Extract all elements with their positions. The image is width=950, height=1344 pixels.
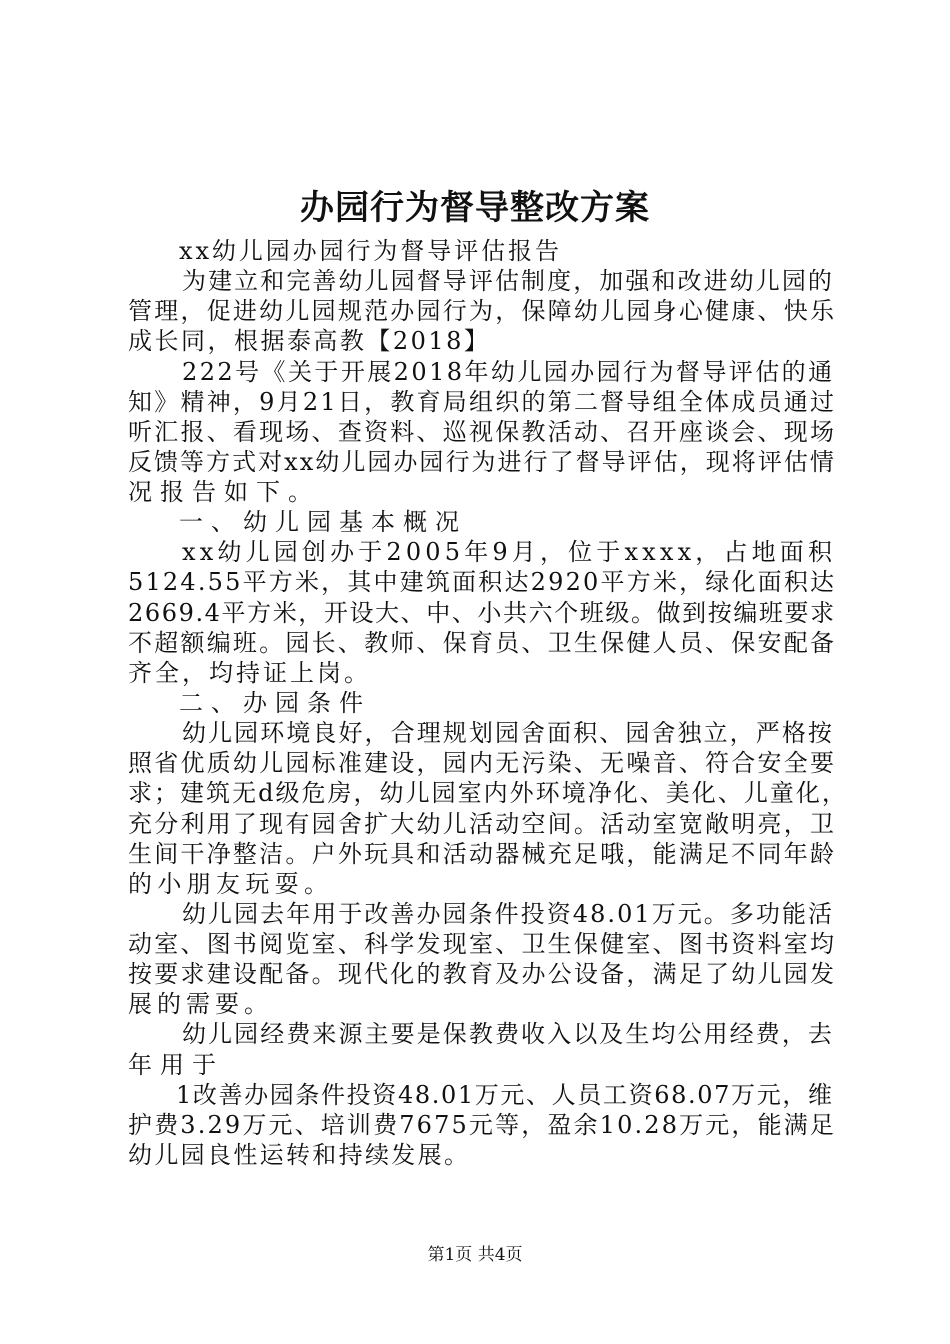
paragraph-line: 生间干净整洁。户外玩具和活动器械充足哦，能满足不同年龄 [128,840,837,868]
paragraph-line: 求；建筑无d级危房，幼儿园室内外环境净化、美化、儿童化， [128,779,848,807]
section-heading: 一、幼儿园基本概况 [179,508,467,536]
paragraph-line: 照省优质幼儿园标准建设，园内无污染、无噪音、符合安全要 [128,749,837,777]
paragraph-line: 幼儿园环境良好，合理规划园舍面积、园舍独立，严格按 [182,719,834,747]
paragraph-line: 管理，促进幼儿园规范办园行为，保障幼儿园身心健康、快乐 [128,297,837,325]
section-heading: 二、办园条件 [179,689,371,717]
paragraph-line: 幼儿园良性运转和持续发展。 [128,1141,471,1169]
paragraph-line: 齐全，均持证上岗。 [128,659,371,687]
paragraph-line: 2669.4平方米，开设大、中、小共六个班级。做到按编班要求 [128,599,836,627]
paragraph-line: 幼儿园去年用于改善办园条件投资48.01万元。多功能活 [182,900,835,928]
report-title-line: xx幼儿园办园行为督导评估报告 [179,237,562,265]
paragraph-line: 222号《关于开展2018年幼儿园办园行为督导评估的通 [182,358,835,386]
paragraph-line: 5124.55平方米，其中建筑面积达2920平方米，绿化面积达 [128,568,837,596]
paragraph-line: 按要求建设配备。现代化的教育及办公设备，满足了幼儿园发 [128,960,837,988]
paragraph-line: 幼儿园经费来源主要是保教费收入以及生均公用经费，去 [182,1020,834,1048]
paragraph-line: 不超额编班。园长、教师、保育员、卫生保健人员、保安配备 [128,629,837,657]
paragraph-line: xx幼儿园创办于2005年9月，位于xxxx，占地面积 [182,538,837,566]
paragraph-line: 展的需要。 [128,990,273,1018]
paragraph-line: 听汇报、看现场、查资料、巡视保教活动、召开座谈会、现场 [128,418,837,446]
paragraph-line: 动室、图书阅览室、科学发现室、卫生保健室、图书资料室均 [128,930,837,958]
paragraph-line: 充分利用了现有园舍扩大幼儿活动空间。活动室宽敞明亮，卫 [128,810,837,838]
paragraph-line: 成长同，根据泰高教【2018】 [128,327,491,355]
paragraph-line: 的小朋友玩耍。 [128,870,334,898]
paragraph-line: 为建立和完善幼儿园督导评估制度，加强和改进幼儿园的 [182,267,834,295]
paragraph-line: 况报告如下。 [128,478,320,506]
paragraph-line: 年用于 [128,1051,224,1079]
document-title: 办园行为督导整改方案 [300,188,650,228]
paragraph-line: 1改善办园条件投资48.01万元、人员工资68.07万元，维 [176,1081,834,1109]
paragraph-line: 反馈等方式对xx幼儿园办园行为进行了督导评估，现将评估情 [128,448,836,476]
page-number-footer: 第1页 共4页 [427,1245,523,1265]
paragraph-line: 护费3.29万元、培训费7675元等，盈余10.28万元，能满足 [128,1111,837,1139]
paragraph-line: 知》精神，9月21日，教育局组织的第二督导组全体成员通过 [128,388,837,416]
